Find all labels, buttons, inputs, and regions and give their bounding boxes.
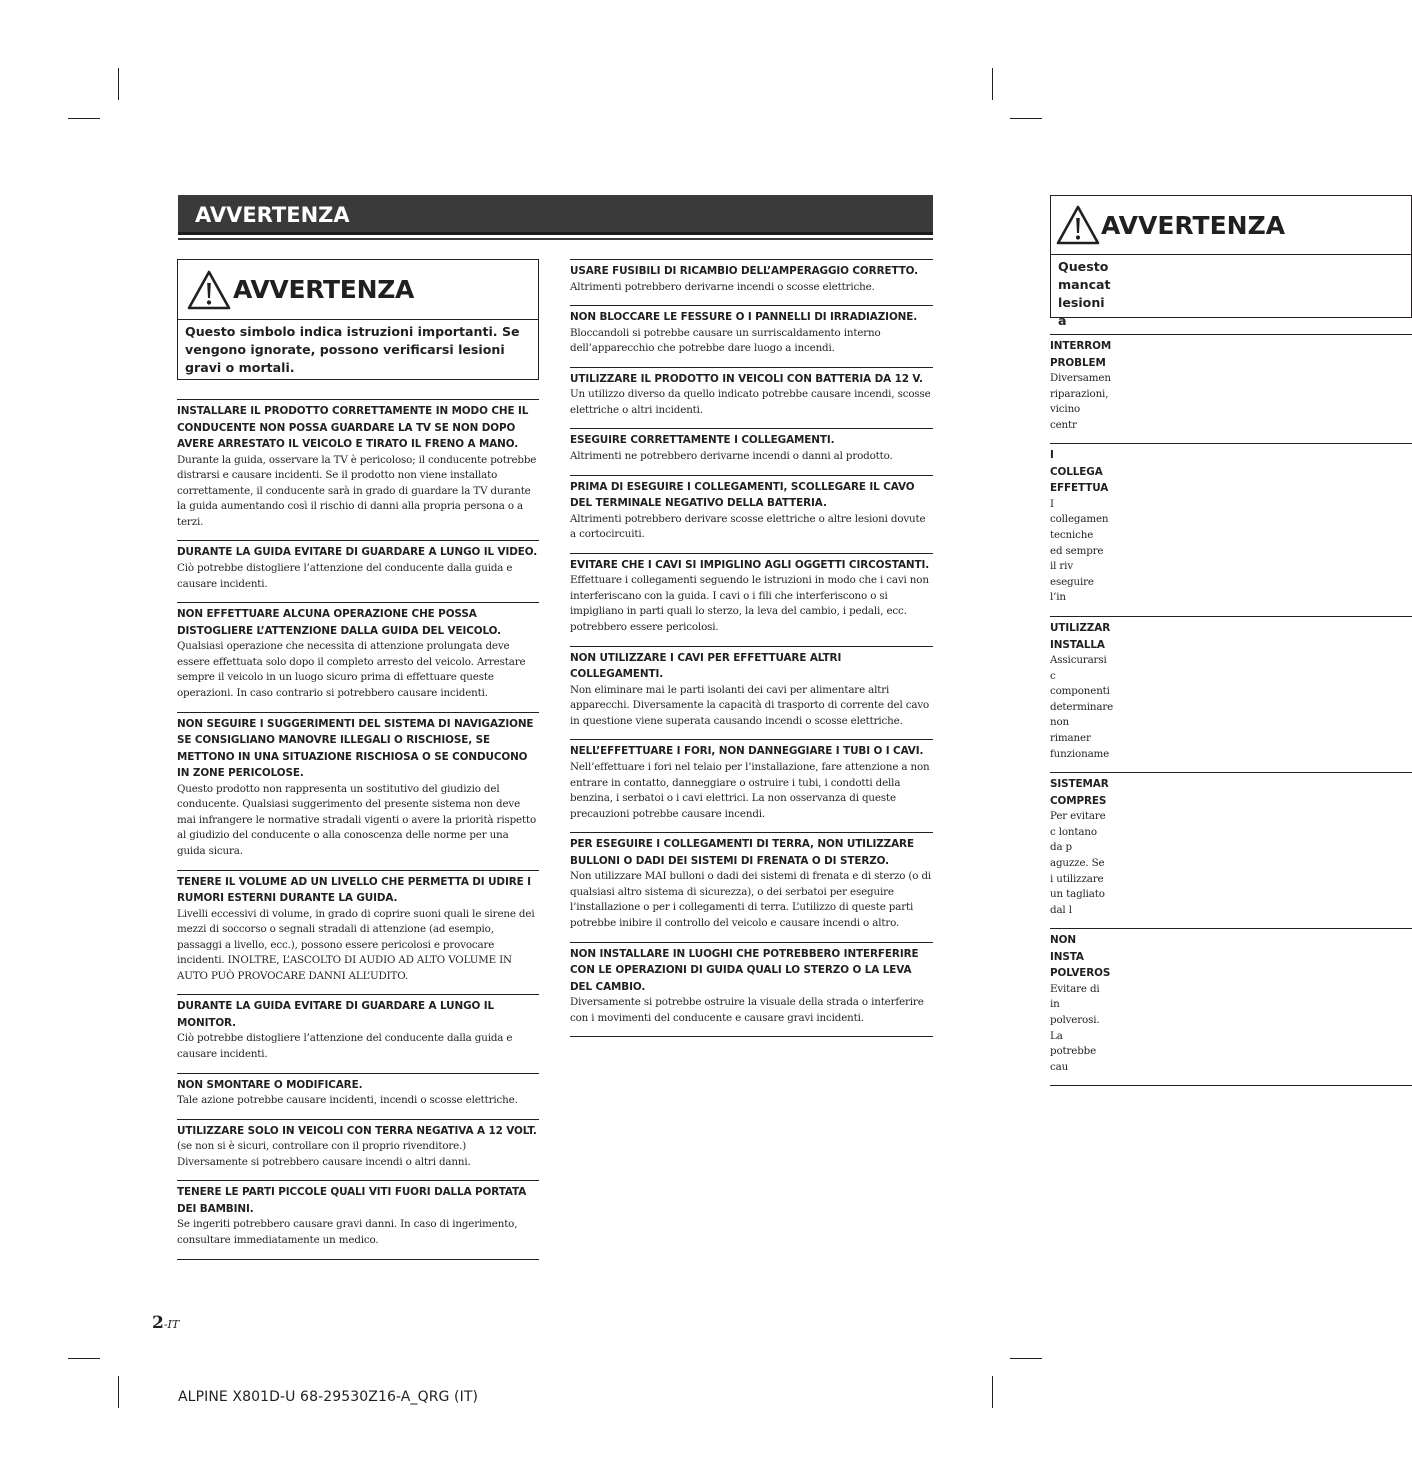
section-heading: TENERE LE PARTI PICCOLE QUALI VITI FUORI DALLA PORTATA DEI BAMBINI. [177, 1186, 527, 1215]
section-text: Non utilizzare MAI bulloni o dadi dei sistemi di frenata e di sterzo (o di qualsiasi altro sistema di sicurezza), o dei serbatoi per eseguire l’installazione o per i collegamenti di terra. L’utilizzo di queste parti potrebbe inibire il controllo del veicolo e causare incendi o altro. [570, 870, 932, 930]
section-text: Tale azione potrebbe causare incidenti, incendi o scosse elettriche. [177, 1094, 518, 1107]
section-text: Ciò potrebbe distogliere l’attenzione del conducente dalla guida e causare incidenti. [177, 1032, 513, 1061]
section-heading: UTILIZZARE IL PRODOTTO IN VEICOLI CON BATTERIA DA 12 V. [570, 372, 923, 385]
section-heading: USARE FUSIBILI DI RICAMBIO DELL’AMPERAGGIO CORRETTO. [570, 265, 919, 277]
crop-mark [992, 1376, 993, 1408]
section-text: Assicurarsi c componenti determinare non rimaner funzioname [1050, 654, 1114, 760]
column-end-rule [177, 1259, 539, 1260]
section-text: Durante la guida, osservare la TV è pericoloso; il conducente potrebbe distrarsi e causare incidenti. Se il prodotto non viene installato correttamente, il conducente sarà in grado di guardare la TV durante la guida aumentando così il rischio di danni alla propria persona o a terzi. [177, 453, 537, 528]
warning-section [1050, 616, 1412, 762]
warning-section [177, 712, 539, 860]
warning-section [1050, 772, 1412, 918]
warning-box-header [178, 260, 538, 320]
section-heading: INSTALLARE IL PRODOTTO CORRETTAMENTE IN MODO CHE IL CONDUCENTE NON POSSA GUARDARE LA TV SE NON DOPO AVERE ARRESTATO IL VEICOLO E TIRATO IL FRENO A MANO. [177, 405, 529, 450]
section-heading: DURANTE LA GUIDA EVITARE DI GUARDARE A LUNGO IL MONITOR. [177, 1000, 495, 1029]
section-text: Diversamente si potrebbe ostruire la visuale della strada o interferire con i movimenti del conducente e causare gravi incidenti. [570, 996, 924, 1024]
warning-box-text: Questo simbolo indica istruzioni importanti. Se vengono ignorate, possono verificarsi lesioni gravi o mortali. [185, 324, 520, 375]
warning-section [177, 870, 539, 985]
section-text: Nell’effettuare i fori nel telaio per l’installazione, fare attenzione a non entrare in contatto, danneggiare o ostruire i tubi, i condotti della benzina, i serbatoi o i cavi elettrici. La non osservanza di queste precauzioni potrebbe causare incendi. [570, 760, 930, 820]
document-footer: ALPINE X801D-U 68-29530Z16-A_QRG (IT) [178, 1389, 479, 1405]
section-text: I collegamen tecniche ed sempre il riv eseguire l’in [1050, 497, 1109, 604]
section-text: Evitare di in polverosi. La potrebbe cau [1050, 982, 1100, 1073]
section-text: Livelli eccessivi di volume, in grado di coprire suoni quali le sirene dei mezzi di soccorso o segnali stradali di attenzione (ad esempio, passaggi a livello, ecc.), possono essere pericolosi e provocare incidenti. INOLTRE, L’ASCOLTO DI AUDIO AD ALTO VOLUME IN AUTO PUÒ PROVOCARE DANNI ALL’UDITO. [177, 907, 535, 982]
crop-mark [118, 1376, 119, 1408]
left-column [177, 399, 539, 1260]
next-page-preview [1050, 195, 1286, 1073]
warning-section [177, 399, 539, 530]
warning-section [177, 540, 539, 592]
section-heading: TENERE IL VOLUME AD UN LIVELLO CHE PERMETTA DI UDIRE I RUMORI ESTERNI DURANTE LA GUIDA. [177, 875, 531, 904]
warning-section [570, 367, 933, 419]
section-heading: NON EFFETTUARE ALCUNA OPERAZIONE CHE POSSA DISTOGLIERE L’ATTENZIONE DALLA GUIDA DEL VEICOLO. [177, 608, 502, 637]
crop-mark [118, 68, 119, 100]
warning-section [1050, 443, 1412, 606]
page-number [152, 1313, 179, 1333]
crop-mark [68, 1358, 100, 1359]
next-page-sections [1050, 334, 1412, 1086]
next-page-warning-box [1050, 195, 1412, 328]
warning-section [570, 305, 933, 357]
warning-section [570, 428, 933, 464]
warning-section [1050, 334, 1412, 433]
section-heading: UTILIZZAR INSTALLA [1050, 622, 1111, 651]
section-heading: DURANTE LA GUIDA EVITARE DI GUARDARE A LUNGO IL VIDEO. [177, 546, 538, 559]
warning-triangle-icon [186, 269, 232, 311]
warning-box-title: AVVERTENZA [233, 275, 415, 304]
section-heading: NON SEGUIRE I SUGGERIMENTI DEL SISTEMA DI NAVIGAZIONE SE CONSIGLIANO MANOVRE ILLEGALI O RISCHIOSE, SE METTONO IN UNA SITUAZIONE RISCHIOSA O SE CONDUCONO IN ZONE PERICOLOSE. [177, 717, 534, 780]
middle-column [570, 259, 933, 1037]
section-text: Qualsiasi operazione che necessita di attenzione prolungata deve essere effettuata solo dopo il completo arresto del veicolo. Arrestare sempre il veicolo in un luogo sicuro prima di effettuare queste operazioni. In caso contrario si potrebbero causare incidenti. [177, 640, 526, 699]
column-end-rule [1050, 1085, 1412, 1086]
section-heading: SISTEMAR COMPRES [1050, 778, 1109, 807]
section-text: Un utilizzo diverso da quello indicato potrebbe causare incendi, scosse elettriche o altri incidenti. [570, 388, 931, 416]
crop-mark [1010, 1358, 1042, 1359]
warning-box [177, 259, 539, 380]
warning-section [177, 602, 539, 701]
section-heading: NELL’EFFETTUARE I FORI, NON DANNEGGIARE I TUBI O I CAVI. [570, 745, 924, 758]
section-text: Ciò potrebbe distogliere l’attenzione del conducente dalla guida e causare incidenti. [177, 561, 513, 590]
section-heading: PRIMA DI ESEGUIRE I COLLEGAMENTI, SCOLLEGARE IL CAVO DEL TERMINALE NEGATIVO DELLA BATTERIA. [570, 480, 915, 510]
section-heading: INTERROM PROBLEM [1050, 340, 1112, 369]
page-number-value: 2 [152, 1313, 164, 1333]
warning-section [177, 994, 539, 1062]
warning-section [177, 1180, 539, 1248]
section-text: Questo prodotto non rappresenta un sostitutivo del giudizio del conducente. Qualsiasi suggerimento del presente sistema non deve mai infrangere le normative stradali vigenti o avere la priorità rispetto al giudizio del conducente o alla conoscenza delle norme per una guida sicura. [177, 782, 537, 857]
warning-section [570, 553, 933, 636]
section-heading: PER ESEGUIRE I COLLEGAMENTI DI TERRA, NON UTILIZZARE BULLONI O DADI DEI SISTEMI DI FRENATA O DI STERZO. [570, 838, 914, 867]
crop-mark [1010, 118, 1042, 119]
section-text: Altrimenti potrebbero derivarne incendi o scosse elettriche. [570, 280, 875, 293]
crop-mark [992, 68, 993, 100]
section-banner [178, 195, 933, 235]
warning-section [570, 739, 933, 822]
column-end-rule [570, 1036, 933, 1037]
section-heading: ESEGUIRE CORRETTAMENTE I COLLEGAMENTI. [570, 434, 835, 447]
section-heading: NON UTILIZZARE I CAVI PER EFFETTUARE ALTRI COLLEGAMENTI. [570, 651, 842, 681]
section-heading: EVITARE CHE I CAVI SI IMPIGLINO AGLI OGGETTI CIRCOSTANTI. [570, 558, 930, 571]
section-heading: NON BLOCCARE LE FESSURE O I PANNELLI DI IRRADIAZIONE. [570, 311, 918, 324]
section-heading: NON INSTA POLVEROS [1050, 934, 1111, 980]
warning-section [570, 832, 933, 931]
section-text: Se ingeriti potrebbero causare gravi danni. In caso di ingerimento, consultare immediatamente un medico. [177, 1218, 518, 1247]
warning-section [570, 942, 933, 1027]
section-text: Altrimenti potrebbero derivare scosse elettriche o altre lesioni dovute a cortocircuiti. [570, 512, 926, 541]
warning-section [177, 1073, 539, 1109]
next-page-box-title: AVVERTENZA [1101, 210, 1286, 240]
section-text: Non eliminare mai le parti isolanti dei cavi per alimentare altri apparecchi. Diversamente la capacità di trasporto di corrente del cavo in questione viene superata causando incendi o scosse elettriche. [570, 683, 930, 727]
warning-triangle-icon [1055, 204, 1101, 246]
warning-section [1050, 928, 1412, 1075]
warning-section [177, 1119, 539, 1171]
section-text: (se non si è sicuri, controllare con il proprio rivenditore.) Diversamente si potrebbero causare incendi o altri danni. [177, 1140, 471, 1168]
section-heading: NON SMONTARE O MODIFICARE. [177, 1078, 363, 1091]
section-text: Per evitare c lontano da p aguzze. Se i utilizzare un tagliato dal l [1050, 810, 1106, 916]
next-page-box-text: Questo mancat lesioni a [1058, 259, 1111, 328]
section-text: Diversamen riparazioni, vicino centr [1050, 372, 1111, 431]
warning-section [570, 646, 933, 730]
section-heading: I COLLEGA EFFETTUA [1050, 449, 1109, 495]
section-text: Effettuare i collegamenti seguendo le istruzioni in modo che i cavi non interferiscano con la guida. I cavi o i fili che interferiscono o si impigliano in parti quali lo sterzo, la leva del cambio, i pedali, ecc. potrebbero essere pericolosi. [570, 574, 929, 634]
section-heading: UTILIZZARE SOLO IN VEICOLI CON TERRA NEGATIVA A 12 VOLT. [177, 1124, 537, 1137]
page-number-suffix: -IT [163, 1318, 180, 1331]
warning-section [570, 475, 933, 543]
section-text: Bloccandoli si potrebbe causare un surriscaldamento interno dell’apparecchio che potrebbe dare luogo a incendi. [570, 326, 881, 355]
section-text: Altrimenti ne potrebbero derivarne incendi o danni al prodotto. [570, 449, 893, 462]
section-title: AVVERTENZA [195, 203, 350, 227]
warning-section [570, 259, 933, 295]
crop-mark [68, 118, 100, 119]
banner-rule [178, 238, 933, 240]
section-heading: NON INSTALLARE IN LUOGHI CHE POTREBBERO INTERFERIRE CON LE OPERAZIONI DI GUIDA QUALI LO STERZO O LA LEVA DEL CAMBIO. [570, 947, 919, 993]
